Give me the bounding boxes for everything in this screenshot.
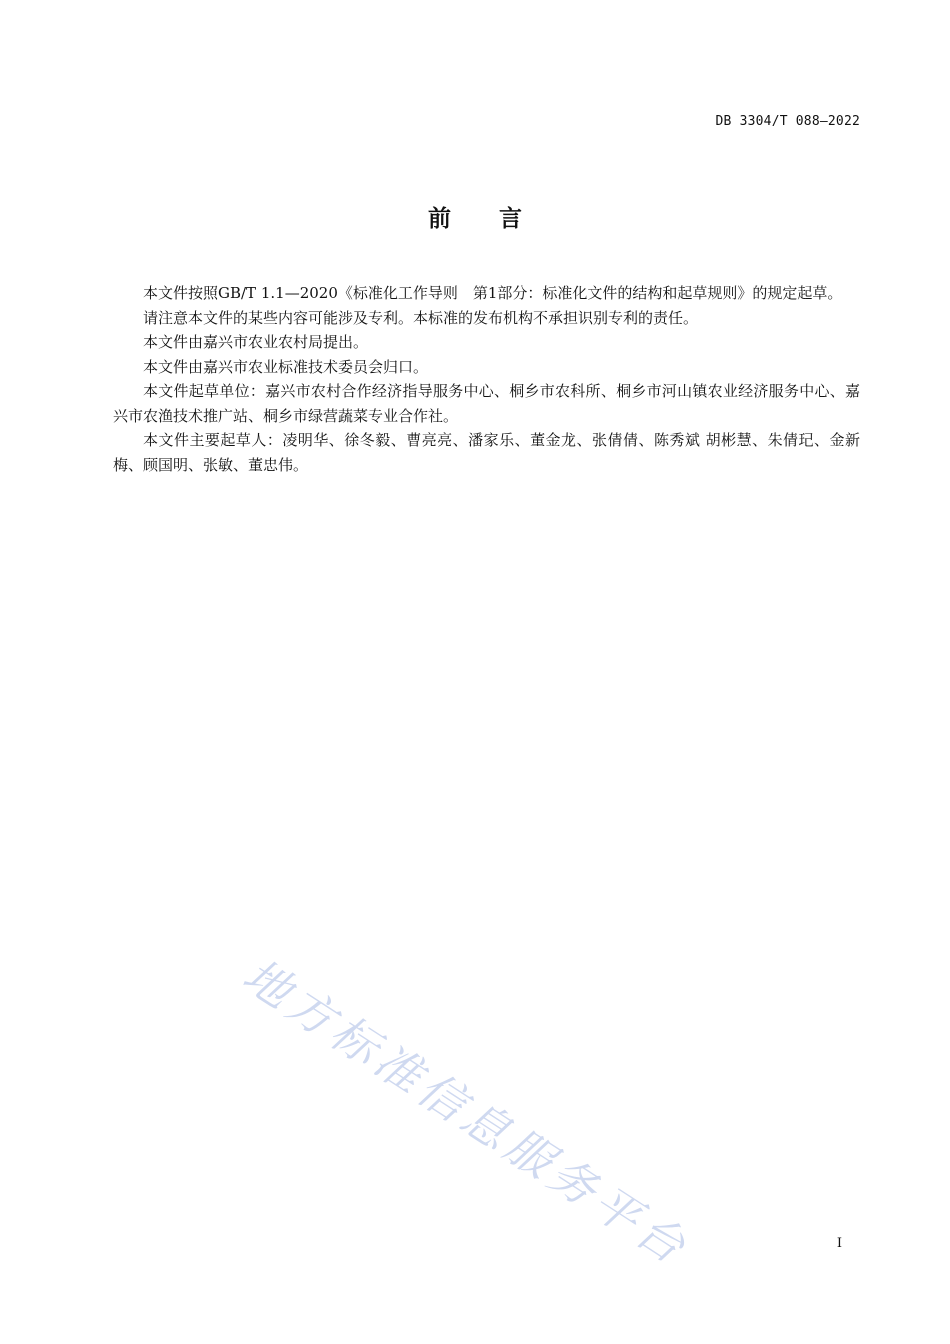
page-number: I (836, 1236, 842, 1251)
paragraph-proposer: 本文件由嘉兴市农业农村局提出。 (143, 333, 369, 351)
paragraph-drafting-units: 本文件起草单位：嘉兴市农村合作经济指导服务中心、桐乡市农科所、桐乡市河山镇农业经济服务中心、嘉兴市农渔技术推广站、桐乡市绿营蔬菜专业合作社。 (113, 382, 860, 425)
watermark-text: 地方标准信息服务平台 (233, 947, 700, 1277)
paragraph-committee: 本文件由嘉兴市农业标准技术委员会归口。 (143, 357, 429, 376)
paragraph-patent-notice: 请注意本文件的某些内容可能涉及专利。本标准的发布机构不承担识别专利的责任。 (143, 308, 699, 327)
foreword-body (113, 281, 860, 477)
paragraph-drafting-basis: 本文件按照GB/T 1.1—2020《标准化工作导则 第1部分：标准化文件的结构和起草规则》的规定起草。 (143, 284, 843, 302)
document-code: DB 3304/T 088—2022 (715, 114, 860, 129)
page-title: 前言 (428, 206, 570, 232)
paragraph-drafters: 本文件主要起草人：凌明华、徐冬毅、曹亮亮、潘家乐、董金龙、张倩倩、陈秀斌 胡彬慧、朱倩玘、金新梅、顾国明、张敏、董忠伟。 (113, 431, 860, 474)
